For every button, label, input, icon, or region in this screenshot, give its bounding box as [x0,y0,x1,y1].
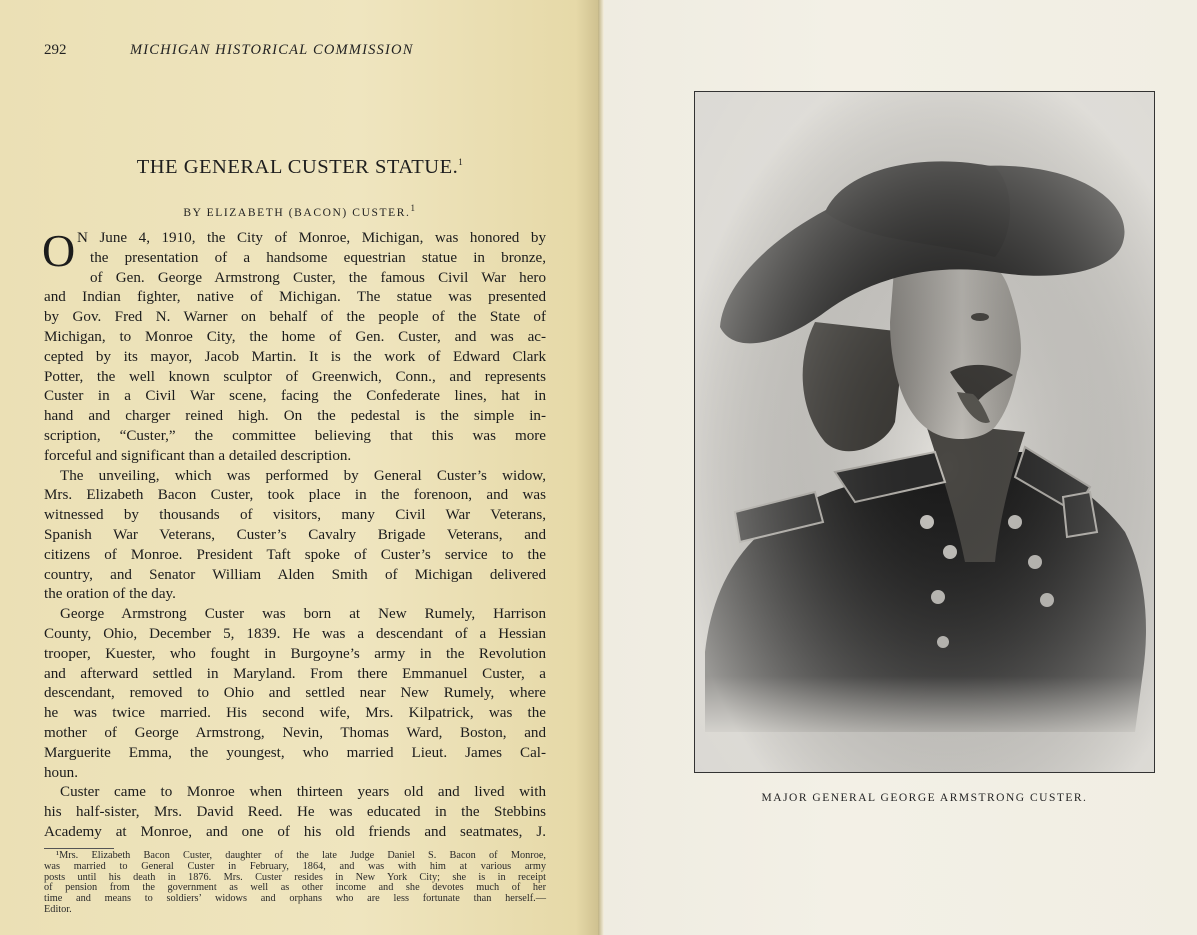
body-line: County, Ohio, December 5, 1839. He was a descendant of a Hessian [44,625,546,642]
body-line: Potter, the well known sculptor of Greenwich, Conn., and represents [44,368,546,385]
body-line: mother of George Armstrong, Nevin, Thomas Ward, Boston, and [44,724,546,741]
body-line: his half-sister, Mrs. David Reed. He was educated in the Stebbins [44,804,546,821]
body-line: hand and charger reined high. On the pedestal is the simple in- [44,408,546,425]
footnote-rule [44,848,114,849]
footnote [44,851,546,916]
byline-footnote-mark: 1 [410,203,417,213]
body-line: Custer in a Civil War scene, facing the Confederate lines, hat in [44,388,546,405]
body-line: trooper, Kuester, who fought in Burgoyne’s army in the Revolution [44,645,546,662]
portrait-photo [694,91,1155,773]
body-line: scription, “Custer,” the committee believing that this was more [44,427,546,444]
body-line: George Armstrong Custer was born at New Rumely, Harrison [60,606,546,623]
body-line: and afterward settled in Maryland. From there Emmanuel Custer, a [44,665,546,682]
body-line: and Indian fighter, native of Michigan. The statue was presented [44,289,546,306]
drop-cap: O [42,225,76,276]
body-line: houn. [44,764,78,781]
body-line: citizens of Monroe. President Taft spoke of Custer’s service to the [44,546,546,563]
body-line: Mrs. Elizabeth Bacon Custer, took place in the forenoon, and was [44,487,546,504]
footnote-line: Editor. [44,903,72,915]
footnote-line: posts until his death in 1876. Mrs. Custer resides in New York City; she is in receipt [44,871,546,883]
body-line: the oration of the day. [44,586,176,603]
body-line: country, and Senator William Alden Smith of Michigan delivered [44,566,546,583]
footnote-line: time and means to soldiers’ widows and orphans who are less fortunate than herself.— [44,893,546,905]
title-footnote-mark: 1 [458,157,464,168]
body-line: descendant, removed to Ohio and settled near New Rumely, where [44,685,546,702]
body-line: by Gov. Fred N. Warner on behalf of the people of the State of [44,309,546,326]
body-line: Michigan, to Monroe City, the home of Gen. Custer, and was ac- [44,328,546,345]
article-title [44,156,556,179]
body-line: Academy at Monroe, and one of his old friends and seatmates, J. [44,823,546,840]
body-line: Spanish War Veterans, Custer’s Cavalry Brigade Veterans, and [44,526,546,543]
byline-text: BY ELIZABETH (BACON) CUSTER. [183,206,411,219]
body-line: he was twice married. His second wife, Mrs. Kilpatrick, was the [44,705,546,722]
photo-caption: MAJOR GENERAL GEORGE ARMSTRONG CUSTER. [761,792,1088,804]
article-title-text: THE GENERAL CUSTER STATUE. [136,156,459,178]
footnote-line: of pension from the government as well as other income and she devotes much of her [44,882,546,894]
body-line: Marguerite Emma, the youngest, who married Lieut. James Cal- [44,744,546,761]
article-body [42,225,546,843]
body-line: the presentation of a handsome equestrian statue in bronze, [90,249,546,266]
byline [44,203,556,219]
body-line: The unveiling, which was performed by General Custer’s widow, [60,467,546,484]
page-number: 292 [44,42,67,58]
body-line: cepted by its mayor, Jacob Martin. It is the work of Edward Clark [44,348,546,365]
body-line: Custer came to Monroe when thirteen years old and lived with [60,784,546,801]
footnote-line: was married to General Custer in February, 1864, and was with him at various army [44,860,546,872]
body-line: witnessed by thousands of visitors, many Civil War Veterans, [44,507,546,524]
body-line: N June 4, 1910, the City of Monroe, Michigan, was honored by [77,230,546,246]
body-line: of Gen. George Armstrong Custer, the famous Civil War hero [90,269,546,286]
portrait-illustration [695,92,1155,773]
footnote-line: ¹Mrs. Elizabeth Bacon Custer, daughter of the late Judge Daniel S. Bacon of Monroe, [56,850,546,861]
body-line: forceful and significant than a detailed description. [44,447,352,464]
running-head: MICHIGAN HISTORICAL COMMISSION [130,42,414,58]
